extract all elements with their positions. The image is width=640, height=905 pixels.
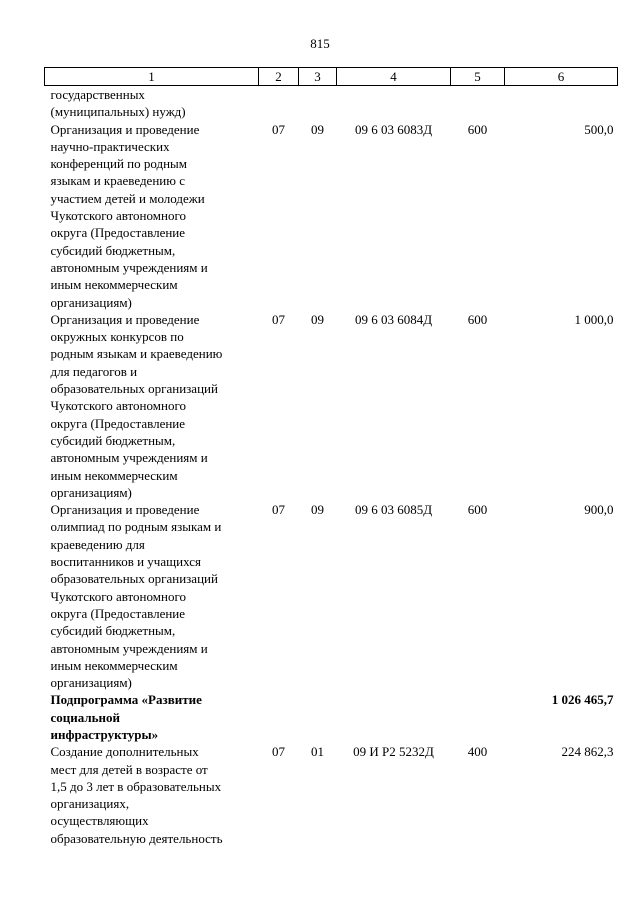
- table-row: [45, 121, 618, 311]
- table-header: [45, 68, 618, 86]
- row-expense-type-cell: 600: [467, 502, 488, 518]
- column-header-1: 1: [45, 68, 259, 86]
- row-target-article-cell: 09 6 03 6085Д: [354, 502, 433, 518]
- row-amount-cell: 1 026 465,7: [551, 692, 614, 708]
- row-name-cell: Организация и проведение окружных конкурсов по родным языкам и краеведению для педагогов и образовательных организаций Чукотского автономного округа (Предоставление субсидий бюджетным, автономным учреждениям и иным некоммерческим организациям): [50, 311, 223, 500]
- row-section-cell: 07: [272, 744, 285, 760]
- row-target-article-cell: 09 И P2 5232Д: [353, 744, 434, 760]
- page-number: 815: [310, 36, 330, 51]
- row-amount-cell: 224 862,3: [561, 744, 614, 760]
- row-name-cell: Организация и проведение научно-практических конференций по родным языкам и краеведению с участием детей и молодежи Чукотского автономного округа (Предоставление субсидий бюджетным, автономным учреждениям и иным некоммерческим организациям): [50, 121, 208, 310]
- header-row: [45, 68, 618, 86]
- column-header-6: 6: [505, 68, 618, 86]
- column-header-3: 3: [299, 68, 337, 86]
- row-subsection-cell: [299, 691, 337, 743]
- table-row: [45, 691, 618, 743]
- row-section-cell: [259, 691, 299, 743]
- table-row: [45, 501, 618, 691]
- row-subsection-cell: 09: [311, 311, 324, 327]
- row-amount-cell: [505, 86, 618, 121]
- row-section-cell: 07: [272, 121, 285, 137]
- row-name-cell: Подпрограмма «Развитие социальной инфраструктуры»: [50, 692, 202, 742]
- row-target-article-cell: 09 6 03 6084Д: [354, 311, 433, 327]
- row-section-cell: 07: [272, 311, 285, 327]
- row-subsection-cell: 01: [311, 744, 324, 760]
- column-header-4: 4: [337, 68, 451, 86]
- row-amount-cell: 500,0: [584, 121, 614, 137]
- row-amount-cell: 900,0: [584, 502, 614, 518]
- row-name-cell: Организация и проведение олимпиад по родным языкам и краеведению для воспитанников и учащихся образовательных организаций Чукотского автономного округа (Предоставление субсидий бюджетным, автономным учреждениям и иным некоммерческим организациям): [50, 502, 222, 691]
- column-header-2: 2: [259, 68, 299, 86]
- row-expense-type-cell: 400: [467, 744, 488, 760]
- row-expense-type-cell: [451, 691, 505, 743]
- row-subsection-cell: [299, 86, 337, 121]
- table-row: [45, 311, 618, 501]
- row-expense-type-cell: 600: [467, 121, 488, 137]
- row-amount-cell: 1 000,0: [574, 311, 614, 327]
- row-target-article-cell: [337, 86, 451, 121]
- row-expense-type-cell: 600: [467, 311, 488, 327]
- row-target-article-cell: [337, 691, 451, 743]
- row-target-article-cell: 09 6 03 6083Д: [354, 121, 433, 137]
- row-name-cell: государственных (муниципальных) нужд): [50, 87, 186, 120]
- table-row: [45, 743, 618, 847]
- row-name-cell: Создание дополнительных мест для детей в возрасте от 1,5 до 3 лет в образовательных организациях, осуществляющих образовательную деятельность: [50, 744, 223, 846]
- row-expense-type-cell: [451, 86, 505, 121]
- column-header-5: 5: [451, 68, 505, 86]
- row-subsection-cell: 09: [311, 502, 324, 518]
- row-subsection-cell: 09: [311, 121, 324, 137]
- table-body: [45, 86, 618, 848]
- budget-table: [44, 67, 618, 847]
- row-section-cell: 07: [272, 502, 285, 518]
- row-section-cell: [259, 86, 299, 121]
- table-row: [45, 86, 618, 121]
